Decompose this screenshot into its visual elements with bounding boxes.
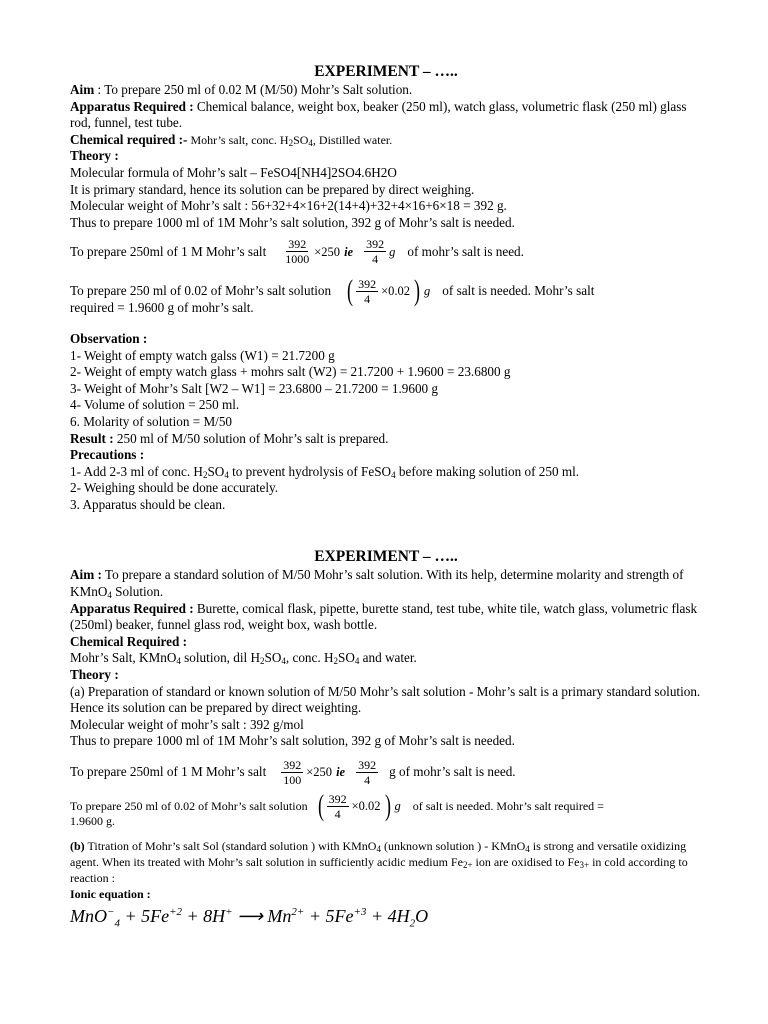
aim-label: Aim bbox=[70, 82, 95, 97]
chemical-label: Chemical required :- bbox=[70, 131, 188, 147]
exp1-theory-line: Molecular weight of Mohr’s salt : 56+32+4×16+2(14+4)+32+4×16+6×18 = 392 g. bbox=[70, 198, 507, 214]
ionic-equation: $MnO^-_4 + 5Fe^{+2} + 8H^+$ ⟶ $Mn^{2+} + 5Fe^{+3} + 4H_2O$ bbox=[70, 906, 429, 930]
observation-item: 2- Weight of empty watch glass + mohrs salt (W2) = 21.7200 + 1.9600 = 23.6800 g bbox=[70, 364, 511, 380]
exp1-apparatus bbox=[70, 99, 702, 132]
exp1-theory-line: It is primary standard, hence its solution can be prepared by direct weighing. bbox=[70, 181, 475, 197]
exp1-chemical: Chemical required :- Mohr’s salt, conc. $H_2SO_4$, Distilled water. bbox=[70, 131, 393, 148]
exp2-chemical-list: Mohr’s Salt, KMnO$_4$ solution, dil $H_2SO_4$, conc. $H_2SO_4$ and water. bbox=[70, 650, 417, 667]
exp2-titration: (b) Titration of Mohr’s salt Sol (standard solution ) with KMnO$_4$ (unknown solution ) - KMnO$_4$ is strong and versatile oxidizing agent. When its treated with Mohr’s salt solution in sufficiently acidic medium $Fe_{2+}$ ion are oxidised to $Fe_{3+}$ in cold according to reaction : bbox=[70, 838, 688, 885]
exp1-formula-1: To prepare 250ml of 1 M Mohr’s salt $\frac{392}{1000}$ ×250 ie $\frac{392}{4}$ g of mohr’s salt is need. bbox=[70, 237, 524, 267]
experiment-2-title: EXPERIMENT – ….. bbox=[314, 548, 458, 566]
exp2-aim: Aim : To prepare a standard solution of M/50 Mohr’s salt solution. With its help, determine molarity and strength of KMnO$_4$ Solution. bbox=[70, 567, 684, 601]
exp1-theory-line: Thus to prepare 1000 ml of 1M Mohr’s salt solution, 392 g of Mohr’s salt is needed. bbox=[70, 214, 515, 230]
precaution-item: 3. Apparatus should be clean. bbox=[70, 496, 226, 512]
exp1-formula-2-line2: required = 1.9600 g of mohr’s salt. bbox=[70, 300, 254, 316]
fraction: $\frac{392}{1000}$ bbox=[285, 237, 310, 267]
fraction: $\frac{392}{4}$ bbox=[366, 237, 385, 267]
observation-item: 1- Weight of empty watch galss (W1) = 21.7200 g bbox=[70, 347, 335, 363]
exp2-ionic-label: Ionic equation : bbox=[70, 886, 151, 901]
exp1-theory-label: Theory : bbox=[70, 148, 119, 164]
exp2-apparatus: Apparatus Required : Burette, comical flask, pipette, burette stand, test tube, white tile, watch glass, volumetric flask (250ml) beaker, funnel glass rod, weight box, wash bottle. bbox=[70, 600, 698, 633]
exp2-formula-1: To prepare 250ml of 1 M Mohr’s salt $\frac{392}{100}$ ×250 ie $\frac{392}{4}$ g of mohr’s salt is need. bbox=[70, 758, 516, 787]
fraction: $\frac{392}{4}$ bbox=[358, 276, 377, 306]
observation-item: 4- Volume of solution = 250 ml. bbox=[70, 397, 240, 413]
fraction: $\frac{392}{100}$ bbox=[283, 758, 302, 787]
exp2-theory-a: (a) Preparation of standard or known solution of M/50 Mohr’s salt solution - Mohr’s salt is a primary standard solution. Hence its solution can be prepared by direct weighting. bbox=[70, 683, 701, 716]
exp1-precautions-label: Precautions : bbox=[70, 447, 145, 463]
exp1-formula-2: To prepare 250 ml of 0.02 of Mohr’s salt solution ( $\frac{392}{4}$ ×0.02 ) g of salt is needed. Mohr’s salt bbox=[70, 274, 595, 308]
exp2-theory-thus: Thus to prepare 1000 ml of 1M Mohr’s salt solution, 392 g of Mohr’s salt is needed. bbox=[70, 733, 515, 749]
fraction: $\frac{392}{4}$ bbox=[358, 758, 377, 787]
precaution-item: 1- Add 2-3 ml of conc. $H_2SO_4$ to prevent hydrolysis of FeSO$_4$ before making solution of 250 ml. bbox=[70, 463, 580, 480]
observation-item: 6. Molarity of solution = M/50 bbox=[70, 413, 233, 429]
precaution-item: 2- Weighing should be done accurately. bbox=[70, 480, 279, 496]
apparatus-label: Apparatus Required : bbox=[70, 98, 194, 114]
experiment-1-title: EXPERIMENT – ….. bbox=[314, 63, 458, 80]
fraction: $\frac{392}{4}$ bbox=[328, 791, 347, 821]
exp1-theory-line: Molecular formula of Mohr’s salt – FeSO4[NH4]2SO4.6H2O bbox=[70, 164, 397, 180]
document-page bbox=[70, 62, 702, 932]
aim-text: : To prepare 250 ml of 0.02 M (M/50) Mohr’s Salt solution. bbox=[94, 82, 413, 97]
exp2-theory-mw: Molecular weight of mohr’s salt : 392 g/mol bbox=[70, 716, 304, 732]
exp1-observation-label: Observation : bbox=[70, 330, 148, 346]
observation-item: 3- Weight of Mohr’s Salt [W2 – W1] = 23.6800 – 21.7200 = 1.9600 g bbox=[70, 380, 439, 396]
exp1-aim bbox=[70, 82, 702, 99]
apparatus-text: Chemical balance, weight box, beaker (250 ml), watch glass, volumetric flask (250 ml) glass rod, funnel, test tube. bbox=[70, 98, 687, 131]
exp2-formula-2: To prepare 250 ml of 0.02 of Mohr’s salt solution ( $\frac{392}{4}$ ×0.02 ) g of salt is needed. Mohr’s salt required = bbox=[70, 789, 604, 822]
exp2-theory-label: Theory : bbox=[70, 667, 119, 683]
exp2-formula-2-line2: 1.9600 g. bbox=[70, 814, 115, 828]
exp1-result: Result : 250 ml of M/50 solution of Mohr’s salt is prepared. bbox=[70, 430, 389, 446]
exp2-chemical-label: Chemical Required : bbox=[70, 633, 187, 649]
